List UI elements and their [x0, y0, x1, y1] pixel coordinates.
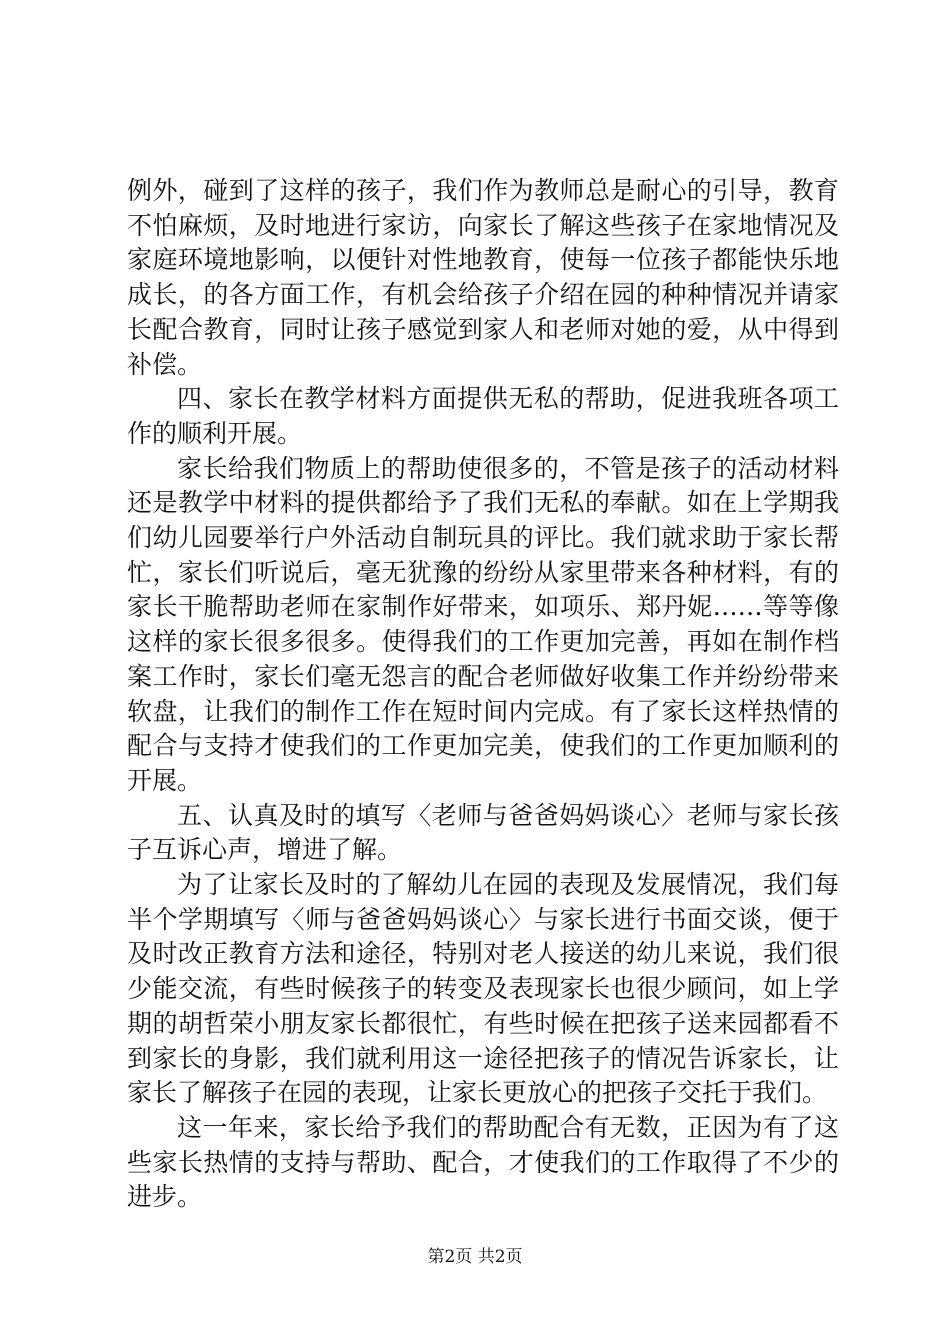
page-footer: 第2页 共2页: [427, 1247, 523, 1267]
document-body: [127, 174, 839, 1215]
paragraph-4-heading: 五、认真及时的填写〈老师与爸爸妈妈谈心〉老师与家长孩子互诉心声，增进了解。: [127, 800, 839, 865]
paragraph-5: 为了让家长及时的了解幼儿在园的表现及发展情况，我们每半个学期填写〈师与爸爸妈妈谈心〉与家长进行书面交谈，便于及时改正教育方法和途径，特别对老人接送的幼儿来说，我们很少能交流，有些时候孩子的转变及表现家长也很少顾问，如上学期的胡哲荣小朋友家长都很忙，有些时候在把孩子送来园都看不到家长的身影，我们就利用这一途径把孩子的情况告诉家长，让家长了解孩子在园的表现，让家长更放心的把孩子交托于我们。: [127, 870, 839, 1108]
paragraph-6: 这一年来，家长给予我们的帮助配合有无数，正因为有了这些家长热情的支持与帮助、配合，才使我们的工作取得了不少的进步。: [127, 1112, 839, 1212]
paragraph-2-heading: 四、家长在教学材料方面提供无私的帮助，促进我班各项工作的顺利开展。: [127, 384, 839, 448]
paragraph-3: 家长给我们物质上的帮助使很多的，不管是孩子的活动材料还是教学中材料的提供都给予了我们无私的奉献。如在上学期我们幼儿园要举行户外活动自制玩具的评比。我们就求助于家长帮忙，家长们听说后，毫无犹豫的纷纷从家里带来各种材料，有的家长干脆帮助老师在家制作好带来，如项乐、郑丹妮……等等像这样的家长很多很多。使得我们的工作更加完善，再如在制作档案工作时，家长们毫无怨言的配合老师做好收集工作并纷纷带来软盘，让我们的制作工作在短时间内完成。有了家长这样热情的配合与支持才使我们的工作更加完美，使我们的工作更加顺利的开展。: [127, 453, 839, 795]
paragraph-1: 例外，碰到了这样的孩子，我们作为教师总是耐心的引导，教育不怕麻烦，及时地进行家访，向家长了解这些孩子在家地情况及家庭环境地影响，以便针对性地教育，使每一位孩子都能快乐地成长，的各方面工作，有机会给孩子介绍在园的种种情况并请家长配合教育，同时让孩子感觉到家人和老师对她的爱，从中得到补偿。: [127, 176, 839, 379]
